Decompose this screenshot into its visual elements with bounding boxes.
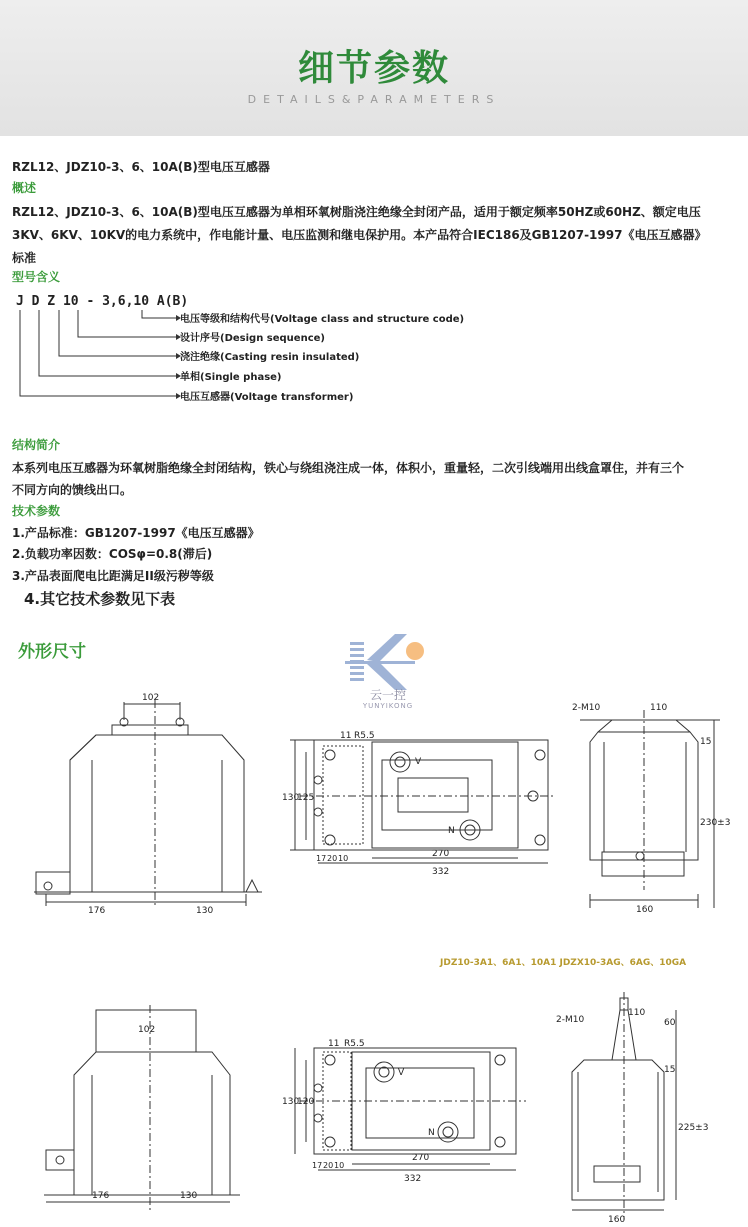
- dim-top-side-bolt: 2-M10: [572, 703, 601, 713]
- side-view-bottom: [572, 992, 676, 1220]
- dim-bottom-side-h2: 225±3: [678, 1123, 709, 1133]
- front-view-top: [34, 700, 262, 908]
- dim-bottom-plan-h2: 120: [297, 1097, 315, 1107]
- dim-bottom-side-w: 160: [608, 1215, 626, 1225]
- dimensions-heading: 外形尺寸: [18, 642, 86, 662]
- model-label-4: 单相(Single phase): [180, 372, 282, 383]
- dim-top-plan-w1: 270: [432, 849, 450, 859]
- model-label-3: 浇注绝缘(Casting resin insulated): [180, 352, 360, 363]
- dim-top-side-h2: 230±3: [700, 818, 731, 828]
- dim-bottom-plan-w1: 270: [412, 1153, 430, 1163]
- dim-top-plan-v: V: [415, 757, 422, 767]
- dim-bottom-front-top: 102: [138, 1025, 156, 1035]
- dim-bottom-side-top: 110: [628, 1008, 646, 1018]
- model-label-1: 电压等级和结构代号(Voltage class and structure code): [180, 314, 465, 325]
- structure-line-2: 不同方向的馈线出口。: [12, 483, 133, 497]
- tech-item-2: 2.负载功率因数：COSφ=0.8(滞后): [12, 547, 213, 561]
- overview-line-1: RZL12、JDZ10-3、6、10A(B)型电压互感器为单相环氧树脂浇注绝缘全封闭产品，适用于额定频率50HZ或60HZ、额定电压: [12, 205, 701, 219]
- overview-heading: 概述: [12, 181, 37, 195]
- product-title: RZL12、JDZ10-3、6、10A(B)型电压互感器: [12, 160, 270, 174]
- logo-text: 云一控: [369, 688, 406, 702]
- tech-item-3: 3.产品表面爬电比距满足II级污秽等级: [12, 569, 214, 583]
- model-series-label: JDZ10-3A1、6A1、10A1 JDZX10-3AG、6AG、10GA: [440, 958, 687, 968]
- dim-bottom-plan-b3: 10: [334, 1161, 345, 1170]
- model-code-diagram: [0, 290, 520, 410]
- overview-line-3: 标准: [12, 251, 37, 265]
- logo-subtext: YUNYIKONG: [362, 702, 414, 710]
- dim-top-plan-b1: 17: [316, 854, 327, 863]
- model-heading: 型号含义: [12, 270, 61, 284]
- dim-top-side-w: 160: [636, 905, 654, 915]
- dim-top-side-top: 110: [650, 703, 668, 713]
- page-subtitle: DETAILS&PARAMETERS: [247, 93, 501, 106]
- overview-line-2: 3KV、6KV、10KV的电力系统中，作电能计量、电压监测和继电保护用。本产品符合IEC186及GB1207-1997《电压互感器》: [12, 228, 707, 242]
- dim-top-plan-b3: 10: [338, 854, 349, 863]
- dimension-drawings: [0, 680, 748, 1227]
- tech-heading: 技术参数: [12, 504, 61, 518]
- dim-top-plan-b2: 20: [327, 854, 338, 863]
- plan-view-bottom: [295, 1048, 526, 1170]
- model-code: J D Z 10 - 3,6,10 A(B): [16, 294, 189, 309]
- model-label-5: 电压互感器(Voltage transformer): [180, 392, 354, 403]
- model-label-2: 设计序号(Design sequence): [180, 333, 325, 344]
- dim-bottom-plan-b2: 20: [323, 1161, 334, 1170]
- dim-bottom-front-left: 176: [92, 1191, 110, 1201]
- dim-bottom-plan-v: V: [398, 1068, 405, 1078]
- header-banner: [0, 0, 748, 136]
- dim-bottom-plan-r: R5.5: [344, 1039, 365, 1049]
- dim-bottom-side-h1: 15: [664, 1065, 676, 1075]
- dim-bottom-side-h0: 60: [664, 1018, 676, 1028]
- dim-top-plan-r: R5.5: [354, 731, 375, 741]
- dim-bottom-front-right: 130: [180, 1191, 198, 1201]
- dim-top-plan-w2: 332: [432, 867, 450, 877]
- front-view-bottom: [44, 1005, 240, 1210]
- dim-top-plan-h2: 125: [297, 793, 315, 803]
- dim-top-front-top: 102: [142, 693, 160, 703]
- dim-top-front-right: 130: [196, 906, 214, 916]
- structure-heading: 结构简介: [12, 438, 61, 452]
- tech-item-1: 1.产品标准：GB1207-1997《电压互感器》: [12, 526, 260, 540]
- dim-bottom-plan-d1: 11: [328, 1039, 340, 1049]
- dim-bottom-plan-h1: 130: [282, 1097, 300, 1107]
- side-view-top: [580, 710, 720, 908]
- structure-line-1: 本系列电压互感器为环氧树脂绝缘全封闭结构，铁心与绕组浇注成一体，体积小，重量轻，二次引线端用出线盒罩住，并有三个: [12, 461, 685, 475]
- tech-item-4: 4.其它技术参数见下表: [24, 590, 176, 608]
- page-title: 细节参数: [297, 48, 450, 89]
- dim-top-plan-d1: 11: [340, 731, 352, 741]
- dim-top-front-left: 176: [88, 906, 106, 916]
- dim-bottom-side-bolt: 2-M10: [556, 1015, 585, 1025]
- dim-top-plan-h1: 130: [282, 793, 300, 803]
- dim-top-plan-n: N: [448, 826, 455, 836]
- plan-view-top: [290, 740, 556, 863]
- dim-bottom-plan-n: N: [428, 1128, 435, 1138]
- dim-bottom-plan-w2: 332: [404, 1174, 422, 1184]
- dim-bottom-plan-b1: 17: [312, 1161, 323, 1170]
- dim-top-side-h1: 15: [700, 737, 712, 747]
